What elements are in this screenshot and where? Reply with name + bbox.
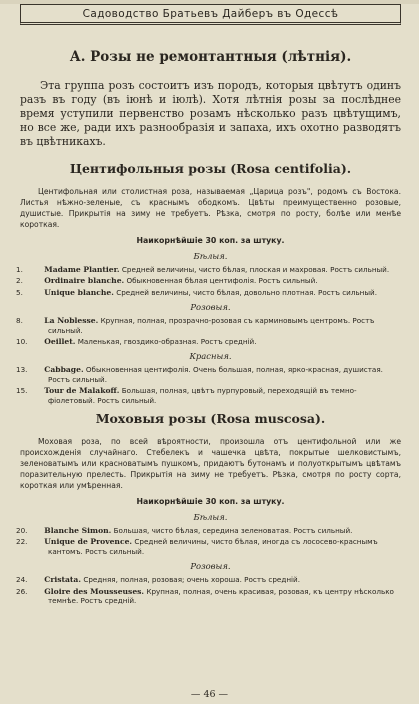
list-item: 15. Tour de Malakoff. Большая, полная, цвѣтъ пурпуровый, переходящій въ темно-фіолетовый. Ростъ сильный.	[16, 386, 357, 405]
muscosa-price: Наикорнѣйшіе 30 коп. за штуку.	[136, 497, 285, 507]
centifolia-group-red: Красныя.	[189, 351, 232, 362]
section-title: А. Розы не ремонтантныя (лѣтнія).	[69, 49, 352, 65]
list-item: 20. Blanche Simon. Большая, чисто бѣлая, середина зеленоватая. Ростъ сильный.	[16, 526, 353, 536]
list-item: 10. Oeillet. Маленькая, гвоздико-образная. Ростъ средній.	[16, 337, 257, 347]
list-item: 22. Unique de Provence. Средней величины, чисто бѣлая, иногда съ лососево-краснымъ кантомъ. Ростъ сильный.	[16, 537, 378, 556]
muscosa-heading: Моховыя розы (Rosa muscosa).	[95, 411, 326, 427]
centifolia-heading: Центифольныя розы (Rosa centifolia).	[69, 161, 352, 176]
list-item: 24. Cristata. Средняя, полная, розовая; очень хороша. Ростъ средній.	[16, 575, 300, 585]
catalog-page	[0, 4, 419, 704]
muscosa-description: Моховая роза, по всей вѣроятности, произошла отъ центифольной или же происхожденія случайнаго. Стебелекъ и чашечка цвѣта, покрытые шелковистымъ, зеленоватымъ или красноватымъ пушкомъ, придаютъ бутонамъ и полуоткрытымъ цвѣтамъ поразительную прелесть. Прикрытія на зиму не требуетъ. Рѣзка, смотря по росту сорта, короткая или умѣренная.	[20, 437, 401, 491]
page-number: — 46 —	[190, 689, 229, 700]
centifolia-group-white: Бѣлыя.	[193, 251, 228, 261]
running-header: Садоводство Братьевъ Дайберъ въ Одессѣ	[20, 4, 401, 25]
muscosa-group-white: Бѣлыя.	[193, 512, 228, 523]
centifolia-group-pink: Розовыя.	[190, 302, 231, 313]
centifolia-price: Наикорнѣйшіе 30 коп. за штуку.	[136, 236, 285, 245]
list-item: 1. Madame Plantier. Средней величины, чисто бѣлая, плоская и махровая. Ростъ сильный.	[16, 265, 390, 274]
list-item: 13. Cabbage. Обыкновенная центифолія. Очень большая, полная, ярко-красная, душистая. Ростъ сильный.	[16, 365, 383, 384]
list-item: 8. La Noblesse. Крупная, полная, прозрачно-розовая съ карминовымъ центромъ. Ростъ сильный.	[16, 316, 375, 335]
list-item: 5. Unique blanche. Средней величины, чисто бѣлая, довольно плотная. Ростъ сильный.	[16, 287, 378, 297]
centifolia-description: Центифольная или столистная роза, называемая „Царица розъ", родомъ съ Востока. Листья нѣжно-зеленые, съ краснымъ ободкомъ. Цвѣты преимущественно розовые, душистые. Прикрытія на зиму не требуетъ. Рѣзка, смотря по росту, болѣе или менѣе короткая.	[20, 187, 401, 229]
muscosa-group-pink: Розовыя.	[190, 561, 231, 572]
list-item: 26. Gloire des Mousseuses. Крупная, полная, очень красивая, розовая, къ центру нѣсколько темнѣе. Ростъ средній.	[16, 586, 394, 606]
section-intro: Эта группа розъ состоитъ изъ породъ, которыя цвѣтутъ одинъ разъ въ году (въ іюнѣ и іюлѣ). Хотя лѣтнія розы за послѣднее время уступили первенство розамъ нѣсколько разъ цвѣтущимъ, но все же, ради ихъ разнообразія и запаха, ихъ охотно разводятъ въ цвѣтникахъ.	[20, 79, 401, 148]
list-item: 2. Ordinaire blanche. Обыкновенная бѣлая центифолія. Ростъ сильный.	[16, 276, 318, 286]
